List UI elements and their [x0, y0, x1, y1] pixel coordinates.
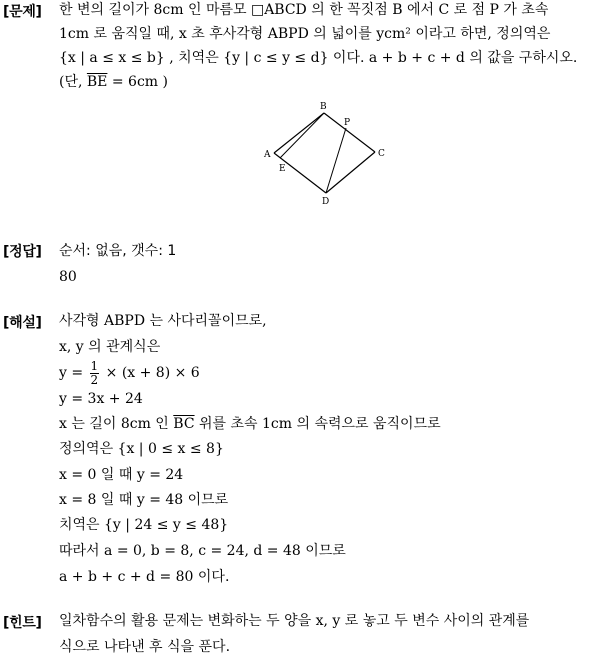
hint-tag: [힌트] — [3, 615, 42, 631]
eq-prefix: y = — [59, 365, 88, 381]
fraction-numerator: 1 — [90, 358, 99, 373]
label-b: B — [320, 102, 327, 112]
segment-pd — [326, 128, 346, 193]
problem-line-4-suffix: = 6cm ) — [107, 74, 168, 90]
explanation-line-7: x = 0 일 때 y = 24 — [59, 467, 184, 483]
fraction-denominator: 2 — [90, 372, 99, 387]
problem-line-4 — [59, 70, 588, 94]
l5-prefix: x 는 길이 8cm 인 — [59, 416, 174, 432]
explanation-line-2: x, y 의 관계식은 — [59, 339, 161, 355]
label-e: E — [279, 164, 286, 174]
label-a: A — [264, 150, 271, 160]
side-ab — [274, 113, 324, 153]
eq-suffix: × (x + 8) × 6 — [101, 365, 200, 381]
explanation-line-10: 따라서 a = 0, b = 8, c = 24, d = 48 이므로 — [59, 543, 346, 559]
explanation-line-1: 사각형 ABPD 는 사다리꼴이므로, — [59, 313, 267, 329]
label-p: P — [344, 118, 351, 128]
segment-bc: $\overline{BC}$ — [173, 416, 195, 432]
answer-value: 80 — [59, 269, 77, 285]
explanation-tag: [해설] — [3, 315, 42, 331]
label-d: D — [322, 197, 330, 207]
segment-be: $\overline{BE}$ — [86, 74, 108, 90]
answer-meta: 순서: 없음, 갯수: 1 — [59, 243, 177, 259]
problem-line-1: 한 변의 길이가 8cm 인 마름모 □ABCD 의 한 꼭짓점 B 에서 C 로 점 P 가 초속 — [59, 2, 549, 18]
explanation-line-4: y = 3x + 24 — [59, 391, 143, 407]
fraction-half — [90, 360, 100, 387]
explanation-line-6: 정의역은 {x | 0 ≤ x ≤ 8} — [59, 441, 224, 457]
problem-line-3: {x | a ≤ x ≤ b} , 치역은 {y | c ≤ y ≤ d} 이다. a + b + c + d 의 값을 구하시오. — [59, 50, 578, 66]
explanation-line-11: a + b + c + d = 80 이다. — [59, 569, 230, 585]
explanation-line-9: 치역은 {y | 24 ≤ y ≤ 48} — [59, 517, 229, 533]
problem-tag: [문제] — [3, 4, 42, 20]
explanation-line-5 — [59, 413, 441, 435]
rhombus-figure — [262, 98, 392, 208]
explanation-line-8: x = 8 일 때 y = 48 이므로 — [59, 492, 229, 508]
label-c: C — [378, 149, 385, 159]
segment-be-line — [280, 113, 324, 158]
hint-line-2: 식으로 나타낸 후 식을 푼다. — [59, 639, 231, 655]
l5-suffix: 위를 초속 1cm 의 속력으로 움직이므로 — [194, 416, 441, 432]
problem-line-4-prefix: (단, — [59, 74, 87, 90]
problem-text — [59, 0, 588, 94]
problem-line-2: 1cm 로 움직일 때, x 초 후사각형 ABPD 의 넓이를 ycm² 이라고 하면, 정의역은 — [59, 26, 551, 42]
side-cd — [326, 152, 375, 193]
answer-tag: [정답] — [3, 244, 42, 260]
explanation-line-3 — [59, 358, 200, 388]
hint-line-1: 일차함수의 활용 문제는 변화하는 두 양을 x, y 로 놓고 두 변수 사이의 관계를 — [59, 613, 530, 629]
